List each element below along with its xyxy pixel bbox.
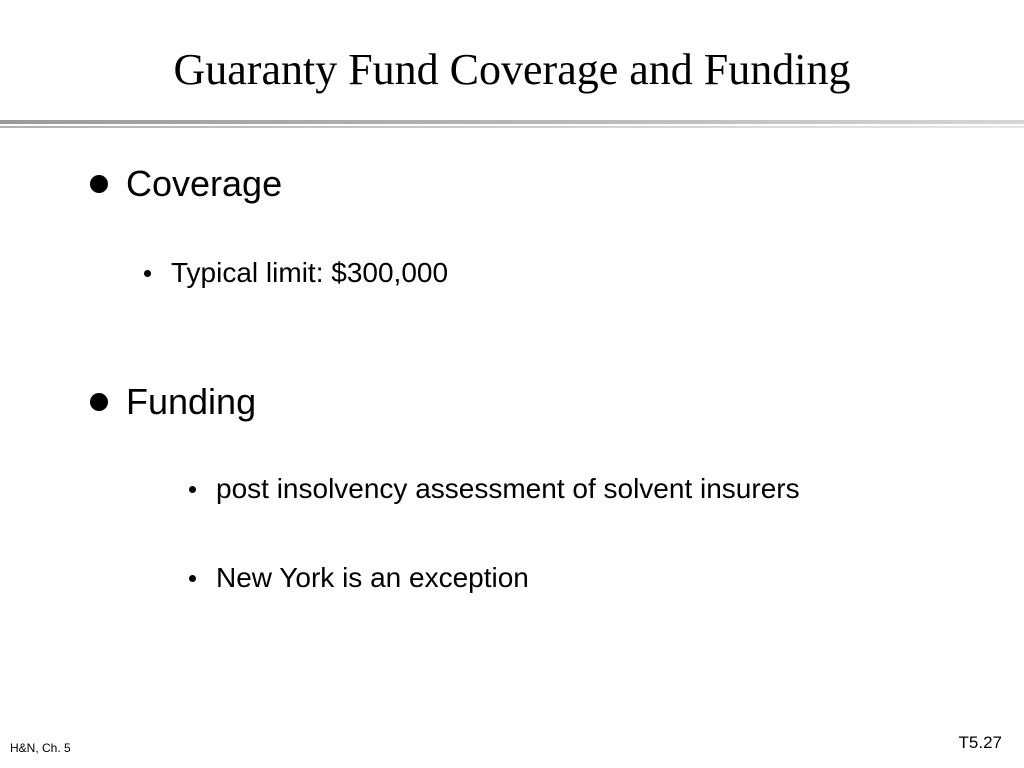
sub-bullet-icon: [189, 575, 196, 582]
sub-bullet-icon: [144, 270, 151, 277]
section-heading: Coverage: [126, 163, 283, 204]
bullet-dot-icon: [90, 393, 108, 411]
title-divider-bottom: [0, 126, 1024, 128]
title-divider-top: [0, 120, 1024, 124]
footer-source: H&N, Ch. 5: [10, 741, 71, 755]
slide-title: Guaranty Fund Coverage and Funding: [173, 45, 851, 94]
bullet-text: New York is an exception: [216, 562, 529, 593]
funding-item: [216, 561, 529, 595]
section-heading: Funding: [126, 381, 257, 422]
section-funding: [126, 380, 256, 424]
coverage-item: [171, 256, 448, 290]
bullet-text: Typical limit: $300,000: [171, 257, 449, 288]
sub-bullet-icon: [189, 486, 196, 493]
funding-item: [216, 472, 800, 506]
bullet-dot-icon: [90, 175, 108, 193]
bullet-text: post insolvency assessment of solvent insurers: [216, 473, 800, 504]
section-coverage: [126, 162, 282, 206]
slide-number: T5.27: [958, 733, 1002, 752]
